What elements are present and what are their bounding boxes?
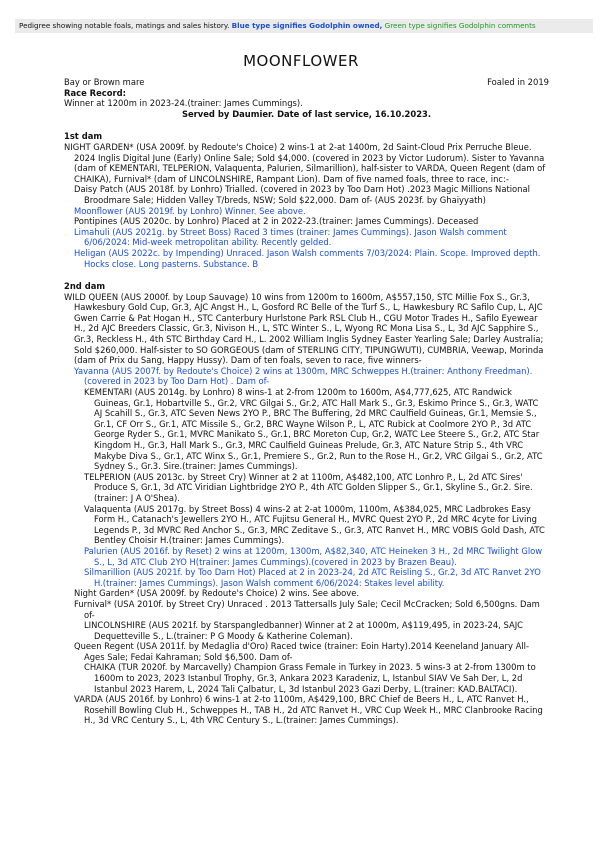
horse-info-row (64, 77, 549, 88)
sex-color: Bay or Brown mare (64, 77, 145, 87)
foaled-year: Foaled in 2019 (487, 77, 549, 87)
foal-entry: Moonflower (AUS 2019f. by Lonhro) Winner. See above. (74, 205, 306, 216)
race-record-label: Race Record: (64, 87, 126, 98)
foal-entry: Night Garden* (USA 2009f. by Redoute's Choice) 2 wins. See above. (74, 588, 360, 599)
race-record: Winner at 1200m in 2023-24.(trainer: James Cummings). (64, 98, 303, 109)
foal-entry: VARDA (AUS 2016f. by Lonhro) 6 wins-1 at 2-to 1100m, A$429,100, BRC Chief de Beers H., L, ATC Ranvet H., Rosehill Bowling Club H., Schweppes H., TAB H., 2d ATC Ranvet H., VRC Cup Week H., MRC Clanbrooke Racing H., 3d VRC Century S., L, 4th VRC Century S., L.(trainer: James Cummings). (74, 694, 543, 726)
foal-entry: Queen Regent (USA 2011f. by Medaglia d'Oro) Raced twice (trainer: Eoin Harty).2014 Keeneland January All-Ages Sale; Fedai Kahraman; Sold $6,500. Dam of- (74, 641, 529, 662)
banner-blue-note: Blue type signifies Godolphin owned, (231, 21, 383, 30)
banner-green-note: Green type signifies Godolphin comments (384, 21, 536, 30)
page-title: MOONFLOWER (243, 52, 359, 70)
header-banner (15, 19, 593, 33)
first-dam-heading: 1st dam (64, 131, 103, 142)
service-note: Served by Daumier. Date of last service, 16.10.2023. (181, 108, 432, 119)
grandfoal-entry: LINCOLNSHIRE (AUS 2021f. by Starspangledbanner) Winner at 2 at 1000m, A$119,495, in 2023-24, SAJC Dequetteville S., L.(trainer: P G Moody & Katherine Coleman). (84, 620, 524, 641)
foal-entry: Limahuli (AUS 2021g. by Street Boss) Raced 3 times (trainer: James Cummings). Jason Walsh comment 6/06/2024: Mid-week metropolitan ability. Recently gelded. (74, 226, 507, 248)
foal-entry: Daisy Patch (AUS 2018f. by Lonhro) Trialled. (covered in 2023 by Too Darn Hot) .2023 Magic Millions National Broodmare Sale; Hidden Valley T/breds, NSW; Sold $22,000. Dam of- (AUS 2023f. by Ghaiyyath) (74, 184, 530, 205)
grandfoal-entry: Silmarillion (AUS 2021f. by Too Darn Hot) Placed at 2 in 2023-24, 2d ATC Reisling S., Gr.2, 3d ATC Ranvet 2YO H.(trainer: James Cummings). Jason Walsh comment 6/06/2024: Stakes level ability. (84, 567, 541, 588)
second-dam-entry: WILD QUEEN (AUS 2000f. by Loup Sauvage) 10 wins from 1200m to 1600m, A$557,150, STC Millie Fox S., Gr.3, Hawkesbury Gold Cup, Gr.3, AJC Angst H., L, Gosford RC Belle of the Turf S., L, Hawkesbury RC Safilo Cup, L, AJC Gwen Carrie & Pat Hogan H., STC Canterbury Hurlstone Park RSL Club H., CGU Motor Trades H., Safilo Eyewear H., 2d AJC Breeders Classic, Gr.3, Nivison H., L, STC Winter S., L, Wyong RC Mona Lisa S., L, 3d AJC Sapphire S., Gr.3, Reckless H., 4th STC Birthday Card H., L. 2002 William Inglis Sydney Easter Yearling Sale; Darley Australia; Sold $260,000. Half-sister to SO GORGEOUS (dam of STERLING CITY, TIPUNGWUTI), CUMBRIA, Veewap, Morinda (dam of Prix du Sang, Happy Hussy). Dam of ten foals, seven to race, five winners- (64, 291, 544, 366)
grandfoal-entry: KEMENTARI (AUS 2014g. by Lonhro) 8 wins-1 at 2-from 1200m to 1600m, A$4,777,625, ATC Randwick Guineas, Gr.1, Hobartville S., Gr.2, VRC Gilgai S., Gr.2, ATC Hall Mark S., Gr.3, Eskimo Prince S., Gr.3, WATC AJ Scahill S., Gr.3, ATC Seven News 2YO P., BRC The Buffering, 2d MRC Caulfield Guineas, Gr.1, Memsie S., Gr.1, CF Orr S., Gr.1, ATC Missile S., Gr.2, BRC Wayne Wilson P., L, ATC Rubick at Coolmore 2YO P., 3d ATC George Ryder S., Gr.1, MVRC Manikato S., Gr.1, BRC Moreton Cup, Gr.2, WATC Lee Steere S., Gr.2, ATC Star Kingdom H., Gr.3, Hall Mark S., Gr.3, MRC Caulfield Guineas Prelude, Gr.3, ATC Nature Strip S., 4th VRC Makybe Diva S., Gr.1, ATC Winx S., Gr.1, Premiere S., Gr.2, Run to the Rose H., Gr.2, VRC Gilgai S., Gr.2, ATC Sydney S., Gr.3. Sire.(trainer: James Cummings). (84, 387, 543, 472)
foal-entry: Yavanna (AUS 2007f. by Redoute's Choice) 2 wins at 1300m, MRC Schweppes H.(trainer: Anthony Freedman).(covered in 2023 by Too Darn Hot) . Dam of- (74, 365, 533, 387)
foal-entry: Furnival* (USA 2010f. by Street Cry) Unraced . 2013 Tattersalls July Sale; Cecil McCracken; Sold 6,500gns. Dam of- (74, 598, 540, 620)
grandfoal-entry: TELPERION (AUS 2013c. by Street Cry) Winner at 2 at 1100m, A$482,100, ATC Lonhro P., L, 2d ATC Sires' Produce S, Gr.1, 3d ATC Viridian Lightbridge 2YO P., 4th ATC Golden Slipper S., Gr.1, Skyline S., Gr.2. Sire.(trainer: J A O'Shea). (84, 471, 533, 503)
grandfoal-entry: Palurien (AUS 2016f. by Reset) 2 wins at 1200m, 1300m, A$82,340, ATC Heineken 3 H., 2d MRC Twilight Glow S., L, 3d ATC Club 2YO H(trainer: James Cummings).(covered in 2023 by Brazen Beau). (84, 545, 543, 567)
grandfoal-entry: Valaquenta (AUS 2017g. by Street Boss) 4 wins-2 at 2-at 1000m, 1100m, A$384,025, MRC Ladbrokes Easy Form H., Catanach's Jewellers 2YO H., ATC Fujitsu General H., MVRC Quest 2YO P., 2d MRC 4cyte for Living Legends P., 3d MVRC Red Anchor S., Gr.3, MRC Zeditave S., Gr.3, ATC Ranvet H., MRC VOBIS Gold Dash, ATC Bentley Choisir H.(trainer: James Cummings). (84, 503, 545, 546)
foal-entry: Heligan (AUS 2022c. by Impending) Unraced. Jason Walsh comments 7/03/2024: Plain. Scope. Improved depth. Hocks close. Long pasterns. Substance. B (74, 247, 541, 269)
foal-entry: Pontipines (AUS 2020c. by Lonhro) Placed at 2 in 2022-23.(trainer: James Cummings). Deceased (74, 216, 479, 227)
pedigree-content (64, 77, 549, 726)
first-dam-entry: NIGHT GARDEN* (USA 2009f. by Redoute's Choice) 2 wins-1 at 2-at 1400m, 2d Saint-Cloud Prix Perruche Bleue. 2024 Inglis Digital June (Early) Online Sale; Sold $4,000. (covered in 2023 by Victor Ludorum). Sister to Yavanna (dam of KEMENTARI, TELPERION, Valaquenta, Palurien, Silmarillion), half-sister to VARDA, Queen Regent (dam of CHAIKA), Furnival* (dam of LINCOLNSHIRE, Rampant Lion). Dam of five named foals, three to race, inc:- (64, 141, 546, 184)
grandfoal-entry: CHAIKA (TUR 2020f. by Marcavelly) Champion Grass Female in Turkey in 2023. 5 wins-3 at 2-from 1300m to 1600m to 2023, 2023 Istanbul Trophy, Gr.3, Ankara 2023 Karadeniz, L, Istanbul SIAV Ve Sah Der, L, 2d Istanbul 2023 Harem, L, 2024 Tali Çalbatur, L, 3d Istanbul 2023 Gazi Derby, L.(trainer: KAD.BALTACI). (84, 662, 536, 694)
second-dam-heading: 2nd dam (64, 281, 106, 292)
banner-text: Pedigree showing notable foals, matings and sales history. (19, 21, 230, 30)
